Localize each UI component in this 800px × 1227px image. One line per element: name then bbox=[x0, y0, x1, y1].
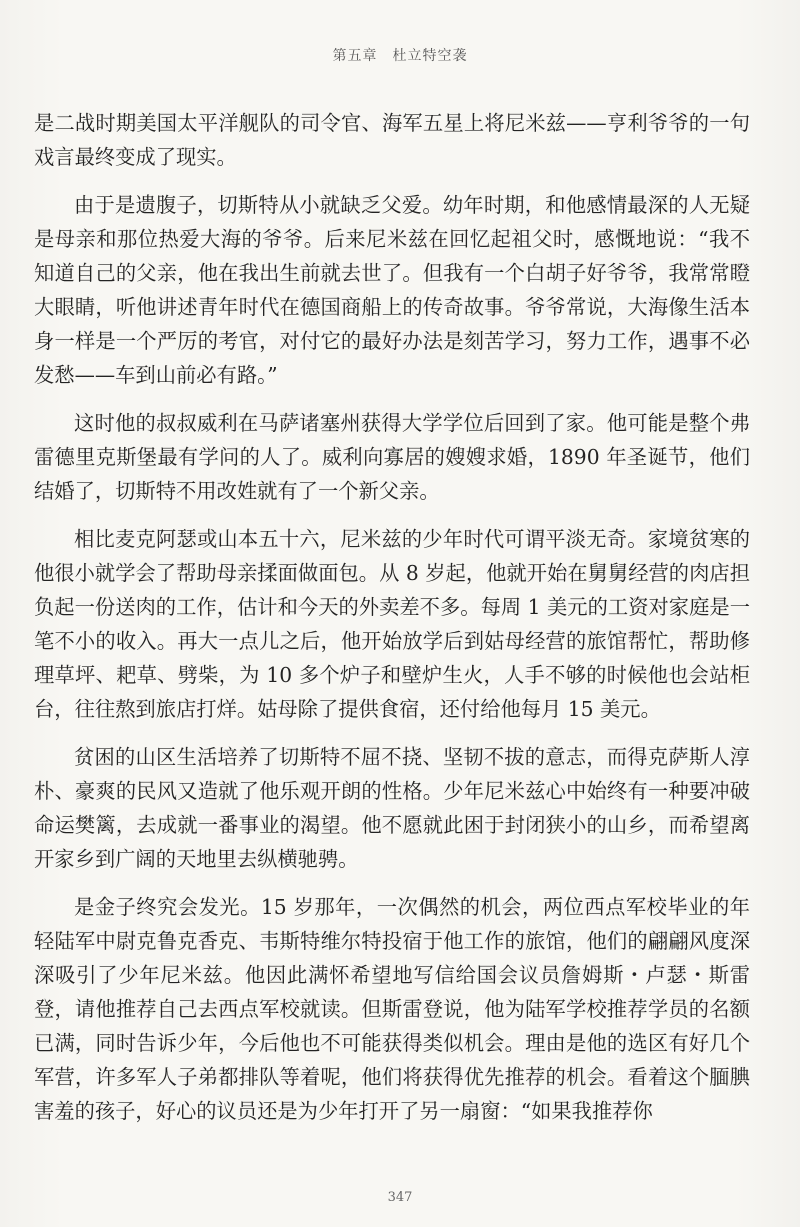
paragraph-6: 是金子终究会发光。15 岁那年，一次偶然的机会，两位西点军校毕业的年轻陆军中尉克鲁克香克、韦斯特维尔特投宿于他工作的旅馆，他们的翩翩风度深深吸引了少年尼米兹。他因此满怀希望地写信给国会议员詹姆斯・卢瑟・斯雷登，请他推荐自己去西点军校就读。但斯雷登说，他为陆军学校推荐学员的名额已满，同时告诉少年，今后他也不可能获得类似机会。理由是他的选区有好几个军营，许多军人子弟都排队等着呢，他们将获得优先推荐的机会。看着这个腼腆害羞的孩子，好心的议员还是为少年打开了另一扇窗：“如果我推荐你 bbox=[34, 895, 750, 1123]
paragraph-1: 是二战时期美国太平洋舰队的司令官、海军五星上将尼米兹——亨利爷爷的一句戏言最终变成了现实。 bbox=[34, 111, 750, 169]
chapter-header: 第五章 杜立特空袭 bbox=[332, 48, 468, 64]
paragraph-5: 贫困的山区生活培养了切斯特不屈不挠、坚韧不拔的意志，而得克萨斯人淳朴、豪爽的民风又造就了他乐观开朗的性格。少年尼米兹心中始终有一种要冲破命运樊篱，去成就一番事业的渴望。他不愿就此困于封闭狭小的山乡，而希望离开家乡到广阔的天地里去纵横驰骋。 bbox=[34, 745, 750, 871]
body-text bbox=[34, 106, 750, 1142]
page-number: 347 bbox=[387, 1190, 413, 1205]
paragraph-3: 这时他的叔叔威利在马萨诸塞州获得大学学位后回到了家。他可能是整个弗雷德里克斯堡最有学问的人了。威利向寡居的嫂嫂求婚，1890 年圣诞节，他们结婚了，切斯特不用改姓就有了一个新父亲。 bbox=[34, 411, 750, 503]
paragraph-2: 由于是遗腹子，切斯特从小就缺乏父爱。幼年时期，和他感情最深的人无疑是母亲和那位热爱大海的爷爷。后来尼米兹在回忆起祖父时，感慨地说：“我不知道自己的父亲，他在我出生前就去世了。但我有一个白胡子好爷爷，我常常瞪大眼睛，听他讲述青年时代在德国商船上的传奇故事。爷爷常说，大海像生活本身一样是一个严厉的考官，对付它的最好办法是刻苦学习，努力工作，遇事不必发愁——车到山前必有路。” bbox=[34, 193, 750, 387]
paragraph-4: 相比麦克阿瑟或山本五十六，尼米兹的少年时代可谓平淡无奇。家境贫寒的他很小就学会了帮助母亲揉面做面包。从 8 岁起，他就开始在舅舅经营的肉店担负起一份送肉的工作，估计和今天的外卖差不多。每周 1 美元的工资对家庭是一笔不小的收入。再大一点儿之后，他开始放学后到姑母经营的旅馆帮忙，帮助修理草坪、耙草、劈柴，为 10 多个炉子和壁炉生火，人手不够的时候他也会站柜台，往往熬到旅店打烊。姑母除了提供食宿，还付给他每月 15 美元。 bbox=[34, 527, 750, 721]
